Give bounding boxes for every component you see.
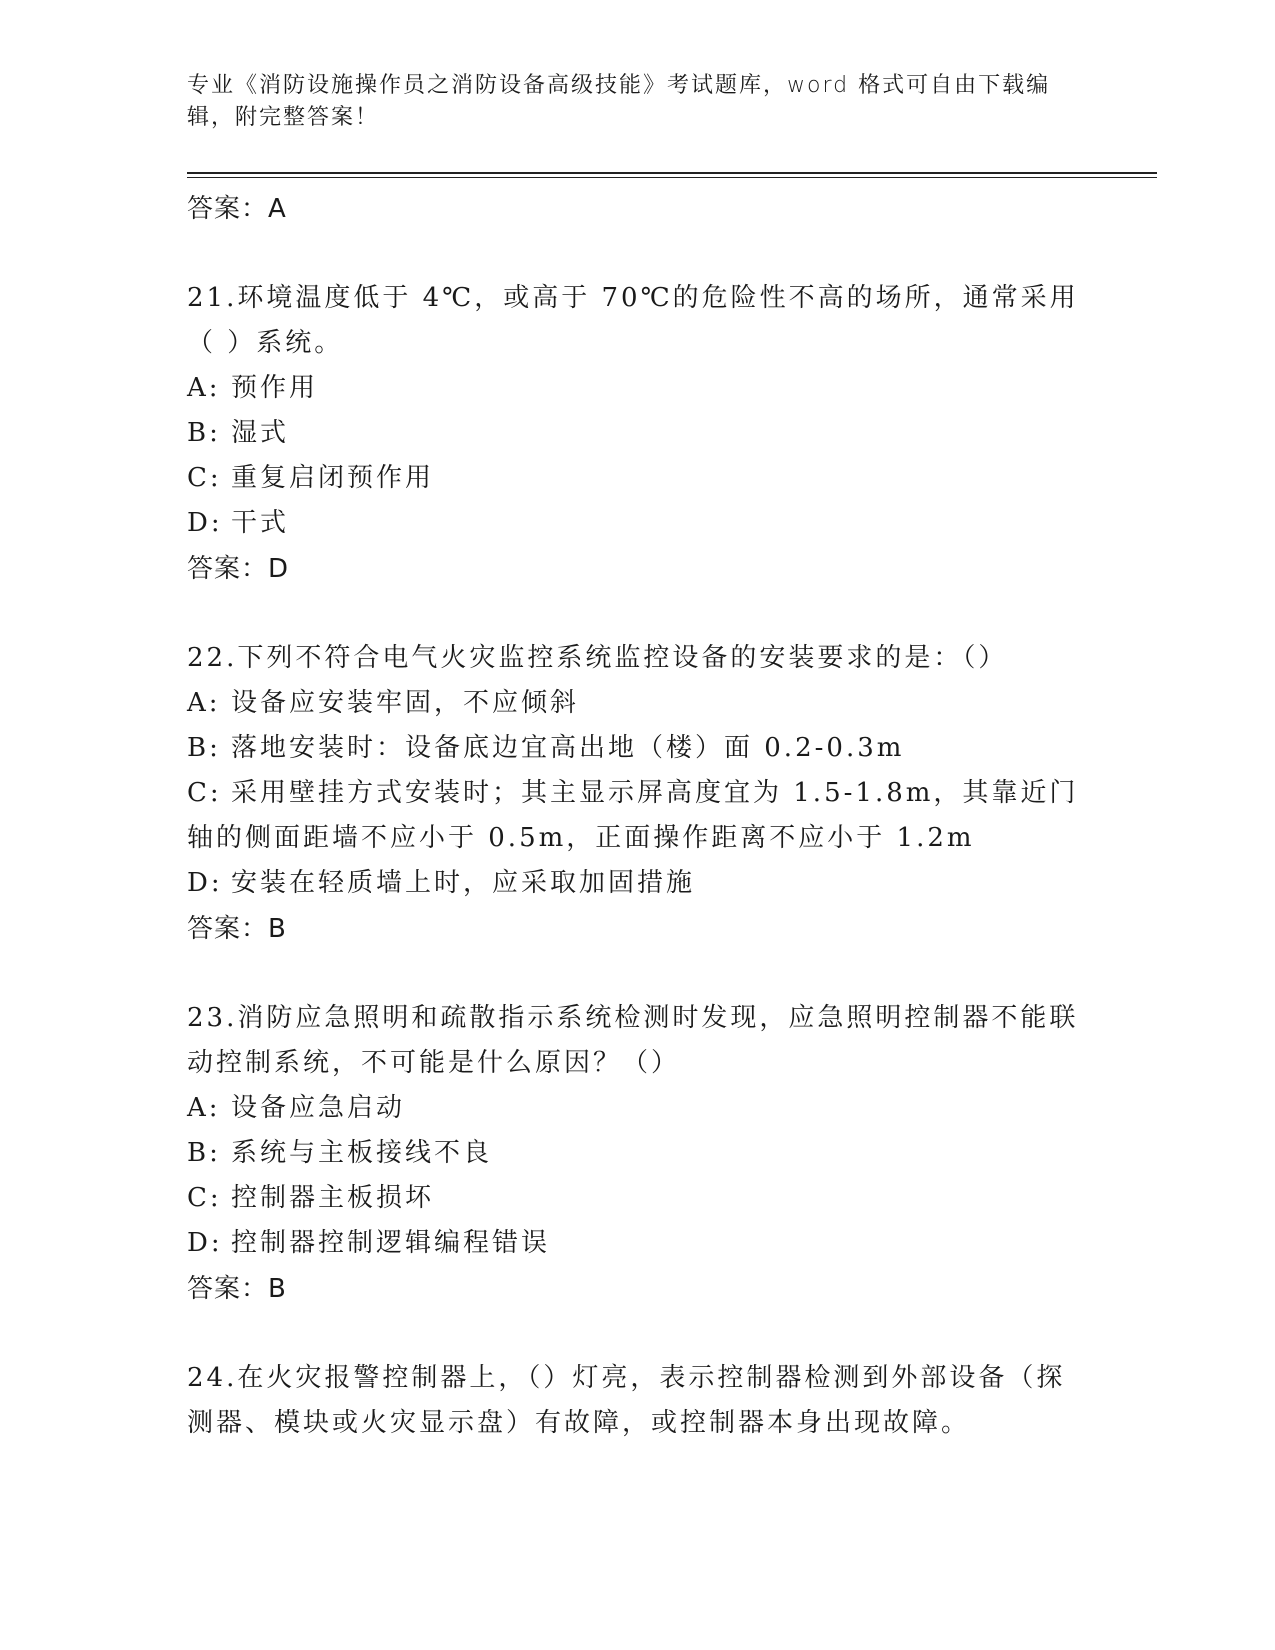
question-stem: 21.环境温度低于 4℃，或高于 70℃的危险性不高的场所，通常采用（ ）系统。 [187, 283, 1079, 358]
option-key: C: [187, 463, 222, 493]
option-text: 采用壁挂方式安装时；其主显示屏高度宜为 1.5-1.8m，其靠近门轴的侧面距墙不应小于 0.5m，正面操作距离不应小于 1.2m [187, 778, 1079, 853]
option-text: 安装在轻质墙上时，应采取加固措施 [231, 868, 696, 898]
option-a [187, 366, 1087, 411]
question-stem: 23.消防应急照明和疏散指示系统检测时发现，应急照明控制器不能联动控制系统，不可能是什么原因？（） [187, 1003, 1079, 1078]
option-key: D: [187, 868, 223, 898]
question-24 [187, 1356, 1157, 1446]
header-divider [187, 172, 1157, 178]
option-a [187, 1086, 1087, 1131]
option-key: B: [187, 733, 221, 763]
option-text: 系统与主板接线不良 [231, 1138, 493, 1168]
previous-answer: 答案：A [187, 194, 287, 224]
option-c [187, 456, 1087, 501]
option-d [187, 501, 1087, 546]
answer: 答案：B [187, 914, 287, 944]
option-a [187, 681, 1087, 726]
question-23 [187, 996, 1157, 1312]
document-page [187, 70, 1157, 1446]
option-text: 设备应急启动 [231, 1093, 406, 1123]
answer: 答案：B [187, 1274, 287, 1304]
option-b [187, 1131, 1087, 1176]
option-text: 落地安装时：设备底边宜高出地（楼）面 0.2-0.3m [231, 733, 905, 763]
option-key: C: [187, 1183, 222, 1213]
option-text: 干式 [231, 508, 290, 538]
option-text: 湿式 [231, 418, 290, 448]
question-21 [187, 276, 1157, 592]
option-text: 控制器控制逻辑编程错误 [231, 1228, 551, 1258]
option-text: 预作用 [231, 373, 319, 403]
option-b [187, 411, 1087, 456]
question-22 [187, 636, 1157, 952]
option-d [187, 1221, 1087, 1266]
option-c [187, 1176, 1087, 1221]
option-key: A: [187, 688, 221, 718]
option-key: D: [187, 508, 223, 538]
question-stem: 24.在火灾报警控制器上，（）灯亮，表示控制器检测到外部设备（探测器、模块或火灾显示盘）有故障，或控制器本身出现故障。 [187, 1363, 1066, 1438]
answer: 答案：D [187, 554, 290, 584]
option-key: C: [187, 778, 222, 808]
option-text: 控制器主板损坏 [231, 1183, 435, 1213]
option-b [187, 726, 1087, 771]
option-key: A: [187, 1093, 221, 1123]
option-text: 设备应安装牢固，不应倾斜 [231, 688, 580, 718]
option-d [187, 861, 1087, 906]
document-header: 专业《消防设施操作员之消防设备高级技能》考试题库，word 格式可自由下载编辑，附完整答案！ [187, 73, 1051, 130]
option-key: B: [187, 1138, 221, 1168]
option-c [187, 771, 1087, 861]
question-stem: 22.下列不符合电气火灾监控系统监控设备的安装要求的是：（） [187, 643, 1008, 673]
option-key: B: [187, 418, 221, 448]
option-key: D: [187, 1228, 223, 1258]
option-key: A: [187, 373, 221, 403]
option-text: 重复启闭预作用 [231, 463, 435, 493]
